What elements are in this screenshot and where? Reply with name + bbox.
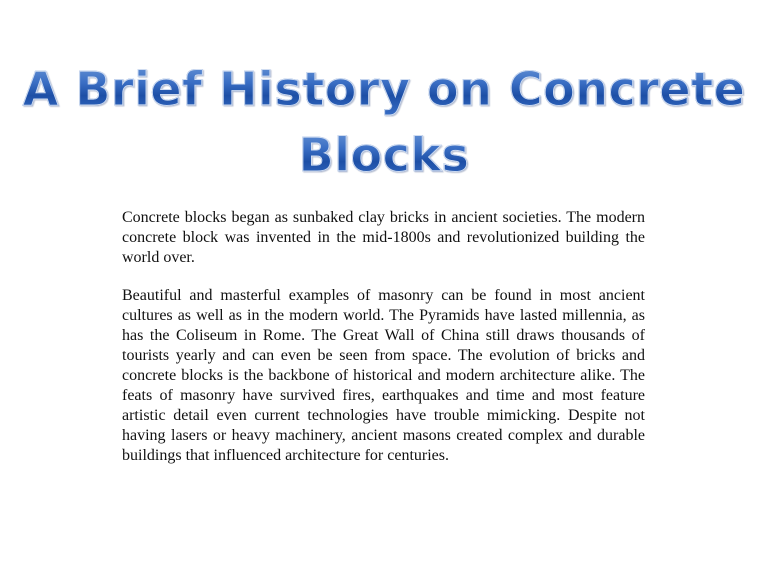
paragraph-intro: Concrete blocks began as sunbaked clay bricks in ancient societies. The modern concrete block was invented in the mid-1800s and revolutionized building the world over. <box>122 209 645 266</box>
paragraph-masonry: Beautiful and masterful examples of masonry can be found in most ancient cultures as well as in the modern world. The Pyramids have lasted millennia, as has the Coliseum in Rome. The Great Wall of China still draws thousands of tourists yearly and can even be seen from space. The evolution of bricks and concrete blocks is the backbone of historical and modern architecture alike. The feats of masonry have survived fires, earthquakes and time and most feature artistic detail even current technologies have trouble mimicking. Despite not having lasers or heavy machinery, ancient masons created complex and durable buildings that influenced architecture for centuries. <box>122 287 645 464</box>
slide-title-line-2: Blocks <box>0 122 768 188</box>
slide-title <box>0 56 768 188</box>
slide-body <box>122 208 645 484</box>
slide-title-line-1: A Brief History on Concrete <box>0 56 768 122</box>
